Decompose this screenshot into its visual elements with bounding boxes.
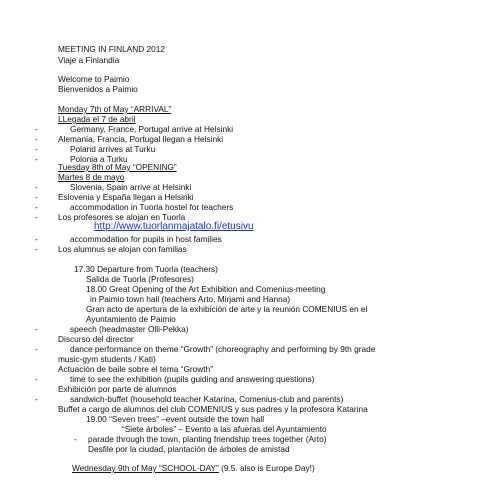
list-item: Polonia a Turku	[70, 154, 128, 164]
wednesday-note: (9.5. also is Europe Day!)	[218, 463, 315, 473]
tuesday-heading-es: Martes 8 de mayo	[58, 172, 125, 182]
bullet-dash: -	[35, 394, 38, 404]
list-item: Los profesores se alojan en Tuorla	[58, 212, 186, 222]
schedule-line: Salida de Tuorla (Profesores)	[86, 274, 194, 284]
welcome-es: Bienvenidos a Paimio	[58, 84, 138, 94]
list-item: Poland arrives at Turku	[70, 144, 156, 154]
bullet-dash: -	[35, 212, 38, 222]
bullet-dash: -	[35, 134, 38, 144]
tuorla-hostel-link[interactable]: http://www.tuorlanmajatalo.fi/etusivu	[94, 221, 254, 232]
evening-line: Desfile por la ciudad, plantación de árboles de amistad	[88, 444, 290, 454]
monday-heading-es: LLegada el 7 de abril	[58, 114, 136, 124]
bullet-dash: -	[35, 192, 38, 202]
list-item: Eslovenia y España llegan a Helsinki	[58, 192, 194, 202]
list-item: Slovenia, Spain arrive at Helsinki	[70, 182, 192, 192]
evening-line: “Siete árboles” – Evento a las afueras del Ayuntamiento	[122, 424, 327, 434]
list-item: Germany, France, Portugal arrive at Helsinki	[70, 124, 234, 134]
program-line: dance performance on theme “Growth” (choreography and performing by 9th grade	[70, 344, 376, 354]
program-line: Discurso del director	[58, 334, 134, 344]
schedule-line: in Paimio town hall (teachers Arto, Mirjami and Hanna)	[90, 294, 291, 304]
list-item: Los alumnus se alojan con familias	[58, 244, 187, 254]
schedule-line: Ayuntamiento de Paimio	[86, 314, 176, 324]
bullet-dash: -	[35, 234, 38, 244]
bullet-dash: -	[35, 244, 38, 254]
bullet-dash: -	[35, 202, 38, 212]
bullet-dash: -	[35, 144, 38, 154]
list-item: accommodation in Tuorla hostel for teachers	[70, 202, 234, 212]
program-line: Actuación de baile sobre el tema “Growth”	[58, 364, 213, 374]
list-item: accommodation for pupils in host families	[70, 234, 222, 244]
program-line: time to see the exhibition (pupils guiding and answering questions)	[70, 374, 315, 384]
evening-line: parade through the town, planting friendship trees together (Arto)	[88, 434, 327, 444]
document-title: MEETING IN FINLAND 2012	[58, 44, 165, 54]
document-subtitle: Viaje a Finlandia	[58, 55, 120, 65]
schedule-line: Gran acto de apertura de la exhibición de arte y la reunión COMENIUS en el	[86, 304, 368, 314]
wednesday-line	[72, 463, 315, 473]
program-line: Buffet a cargo de alumnos del club COMENIUS y sus padres y la profesora Katarina	[58, 404, 368, 414]
bullet-dash: -	[35, 374, 38, 384]
bullet-dash: -	[74, 434, 77, 444]
tuesday-heading: Tuesday 8th of May “OPENING”	[58, 162, 177, 172]
program-line: sandwich-buffet (household teacher Katarina, Comenius-club and parents)	[70, 394, 344, 404]
wednesday-heading: Wednesday 9th of May “SCHOOL-DAY”	[72, 463, 219, 473]
bullet-dash: -	[35, 344, 38, 354]
monday-heading: Monday 7th of May “ARRIVAL”	[58, 104, 172, 114]
bullet-dash: -	[35, 154, 38, 164]
bullet-dash: -	[35, 124, 38, 134]
program-line: Exhibición por parte de alumnos	[58, 384, 177, 394]
bullet-dash: -	[35, 182, 38, 192]
program-line: speech (headmaster Olli-Pekka)	[70, 324, 189, 334]
list-item: Alemania, Francia, Portugal llegan a Helsinki	[58, 134, 224, 144]
program-line: music-gym students / Kati)	[58, 354, 156, 364]
schedule-line: 17.30 Departure from Tuorla (teachers)	[74, 264, 218, 274]
evening-line: 19.00 “Seven trees” –event outside the town hall	[86, 414, 265, 424]
welcome-en: Welcome to Paimio	[58, 74, 130, 84]
schedule-line: 18.00 Great Opening of the Art Exhibition and Comenius-meeting	[86, 284, 326, 294]
bullet-dash: -	[35, 324, 38, 334]
